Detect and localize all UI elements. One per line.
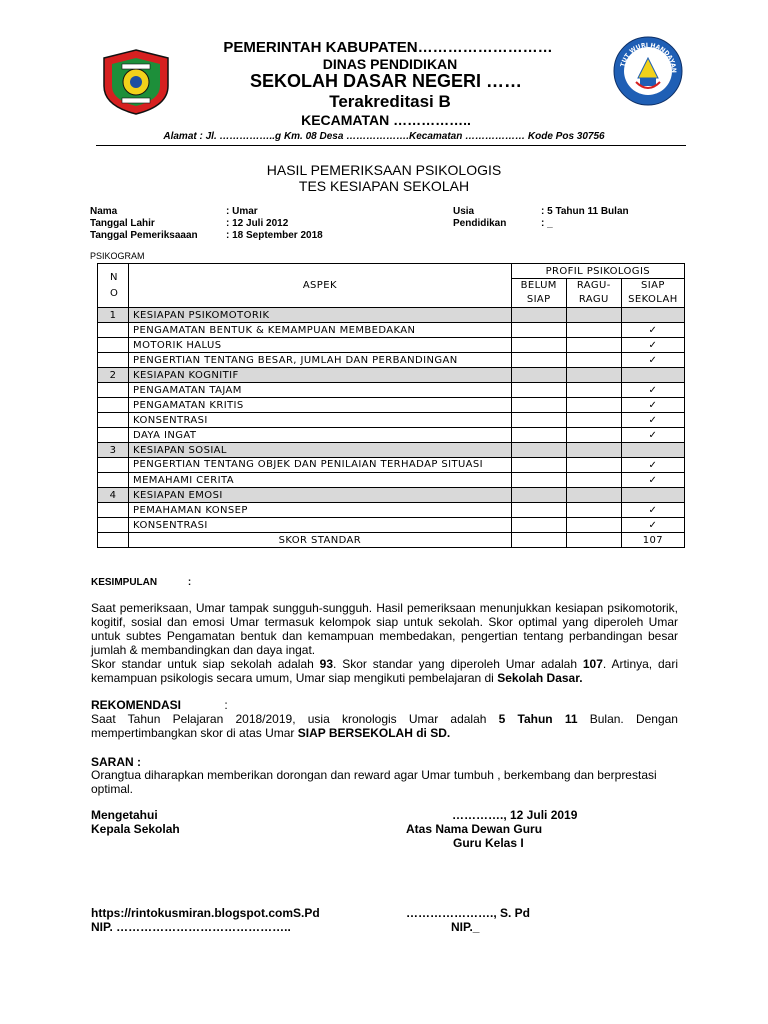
rekomendasi-text-4: SIAP BERSEKOLAH di SD.	[297, 726, 451, 740]
header-line-2: DINAS PENDIDIKAN	[322, 56, 458, 72]
aspect-name: PEMAHAMAN KONSEP	[129, 503, 512, 518]
page-title-line-1: HASIL PEMERIKSAAN PSIKOLOGIS	[266, 162, 502, 178]
kepsek-label: Kepala Sekolah	[91, 822, 180, 836]
header-line-1: PEMERINTAH KABUPATEN………………………	[223, 39, 553, 56]
belum-siap-cell	[511, 443, 566, 458]
siap-sekolah-check: ✓	[621, 503, 684, 518]
kepsek-nip: NIP. ……………………………………..	[91, 920, 291, 934]
ragu-ragu-cell	[566, 368, 621, 383]
siap-sekolah-check: ✓	[621, 398, 684, 413]
svg-text:TUT WURI HANDAYANI: TUT WURI HANDAYAN	[619, 41, 678, 74]
belum-siap-cell	[511, 503, 566, 518]
belum-siap-cell	[511, 383, 566, 398]
ragu-ragu-cell	[566, 413, 621, 428]
usia-label: Usia	[453, 206, 475, 217]
tanggal-periksa-value: : 18 September 2018	[226, 230, 323, 241]
skor-siap-value: 93	[319, 657, 334, 671]
header-line-4: Terakreditasi B	[329, 92, 451, 111]
header-line-5: KECAMATAN ……………..	[301, 112, 471, 128]
belum-siap-cell	[511, 533, 566, 548]
no-cell	[98, 473, 129, 488]
aspect-row	[98, 353, 685, 368]
saran-paragraph: Orangtua diharapkan memberikan dorongan dan reward agar Umar tumbuh , berkembang dan berprestasi optimal.	[91, 768, 657, 796]
belum-siap-cell	[511, 413, 566, 428]
skor-umar-value: 107	[582, 657, 603, 671]
group-name: KESIAPAN EMOSI	[129, 488, 512, 503]
no-cell	[98, 413, 129, 428]
skor-standar-label: SKOR STANDAR	[129, 533, 512, 548]
ragu-ragu-cell	[566, 338, 621, 353]
usia-value: : 5 Tahun 11 Bulan	[541, 206, 629, 217]
header-address: Alamat : Jl. ……………..g Km. 08 Desa ……………….Kecamatan ……………… Kode Pos 30756	[163, 131, 605, 142]
rekomendasi-usia: 5 Tahun 11	[498, 712, 578, 726]
nama-label: Nama	[90, 206, 118, 217]
aspect-row	[98, 383, 685, 398]
belum-siap-cell	[511, 323, 566, 338]
no-cell	[98, 353, 129, 368]
aspect-row	[98, 338, 685, 353]
siap-sekolah-check: ✓	[621, 338, 684, 353]
col-no-header: N O	[98, 264, 129, 308]
mengetahui-label: Mengetahui	[91, 808, 158, 822]
atas-nama-label: Atas Nama Dewan Guru	[406, 822, 543, 836]
kesimpulan-text-2a: Skor standar untuk siap sekolah adalah	[91, 657, 320, 671]
group-name: KESIAPAN PSIKOMOTORIK	[129, 308, 512, 323]
siap-sekolah-check: ✓	[621, 428, 684, 443]
group-row	[98, 443, 685, 458]
tanggal-lahir-label: Tanggal Lahir	[90, 218, 155, 229]
rekomendasi-paragraph	[91, 712, 678, 740]
ragu-ragu-cell	[566, 458, 621, 473]
ragu-ragu-cell	[566, 533, 621, 548]
siap-sekolah-cell	[621, 368, 684, 383]
aspect-row	[98, 518, 685, 533]
signature-date: …………., 12 Juli 2019	[452, 808, 578, 822]
ragu-ragu-cell	[566, 383, 621, 398]
tanggal-lahir-value: : 12 Juli 2012	[226, 218, 289, 229]
no-cell	[98, 458, 129, 473]
siap-sekolah-cell	[621, 488, 684, 503]
belum-siap-cell	[511, 338, 566, 353]
tanggal-periksa-label: Tanggal Pemeriksaaan	[90, 230, 198, 241]
aspect-name: MEMAHAMI CERITA	[129, 473, 512, 488]
guru-name: …………………., S. Pd	[406, 906, 531, 920]
belum-siap-cell	[511, 473, 566, 488]
belum-siap-cell	[511, 308, 566, 323]
ragu-ragu-cell	[566, 323, 621, 338]
page-title-line-2: TES KESIAPAN SEKOLAH	[298, 178, 470, 194]
belum-siap-cell	[511, 353, 566, 368]
siap-sekolah-check: ✓	[621, 413, 684, 428]
rekomendasi-colon: :	[224, 698, 228, 712]
ragu-ragu-cell	[566, 353, 621, 368]
kesimpulan-text-2c: . Skor standar yang diperoleh Umar adalah	[333, 657, 583, 671]
col-ragu-header: RAGU-RAGU	[566, 279, 621, 308]
psikogram-body	[98, 308, 685, 548]
group-no: 1	[98, 308, 129, 323]
kesimpulan-text-2f: Sekolah Dasar.	[497, 671, 583, 685]
siap-sekolah-check: ✓	[621, 518, 684, 533]
group-row	[98, 488, 685, 503]
group-no: 2	[98, 368, 129, 383]
no-cell	[98, 428, 129, 443]
col-siap-header: SIAP SEKOLAH	[621, 279, 684, 308]
no-cell	[98, 503, 129, 518]
no-cell	[98, 338, 129, 353]
aspect-name: MOTORIK HALUS	[129, 338, 512, 353]
no-cell	[98, 383, 129, 398]
ragu-ragu-cell	[566, 518, 621, 533]
aspect-row	[98, 473, 685, 488]
aspect-row	[98, 503, 685, 518]
aspect-row	[98, 323, 685, 338]
aspect-row	[98, 458, 685, 473]
no-cell	[98, 518, 129, 533]
kepsek-name: https://rintokusmiran.blogspot.comS.Pd	[91, 906, 320, 920]
group-row	[98, 368, 685, 383]
siap-sekolah-check: ✓	[621, 458, 684, 473]
group-name: KESIAPAN KOGNITIF	[129, 368, 512, 383]
aspect-name: PENGAMATAN BENTUK & KEMAMPUAN MEMBEDAKAN	[129, 323, 512, 338]
psikogram-table	[97, 263, 685, 548]
header-rule	[96, 145, 686, 146]
belum-siap-cell	[511, 368, 566, 383]
kesimpulan-colon: :	[187, 577, 192, 588]
aspect-row	[98, 428, 685, 443]
guru-kelas-label: Guru Kelas I	[453, 836, 524, 850]
siap-sekolah-cell	[621, 443, 684, 458]
kesimpulan-label	[91, 577, 191, 588]
skor-row	[98, 533, 685, 548]
aspect-name: DAYA INGAT	[129, 428, 512, 443]
skor-standar-value: 107	[621, 533, 684, 548]
aspect-name: PENGAMATAN TAJAM	[129, 383, 512, 398]
pendidikan-label: Pendidikan	[453, 218, 507, 229]
rekomendasi-text-1: Saat Tahun Pelajaran 2018/2019, usia kronologis Umar adalah	[91, 712, 499, 726]
no-cell	[98, 533, 129, 548]
group-name: KESIAPAN SOSIAL	[129, 443, 512, 458]
ragu-ragu-cell	[566, 488, 621, 503]
belum-siap-cell	[511, 518, 566, 533]
nama-value: : Umar	[226, 206, 258, 217]
kesimpulan-text-1: Saat pemeriksaan, Umar tampak sungguh-sungguh. Hasil pemeriksaan menunjukkan kesiapan psikomotorik, kogitif, sosial dan emosi Umar termasuk kelompok siap untuk sekolah. Skor optimal yang diperoleh Umar untuk subtes Pengamatan bentuk dan kemampuan membedakan, pengertian tentang perbandingan besar jumlah & membandingkan dan daya ingat.	[91, 601, 678, 657]
siap-sekolah-check: ✓	[621, 473, 684, 488]
siap-sekolah-cell	[621, 308, 684, 323]
ragu-ragu-cell	[566, 503, 621, 518]
ragu-ragu-cell	[566, 473, 621, 488]
saran-label: SARAN :	[91, 755, 141, 769]
siap-sekolah-check: ✓	[621, 323, 684, 338]
col-aspek-header: ASPEK	[129, 264, 512, 308]
col-belum-header: BELUM SIAP	[511, 279, 566, 308]
aspect-name: PENGERTIAN TENTANG OBJEK DAN PENILAIAN TERHADAP SITUASI	[129, 458, 512, 473]
aspect-name: KONSENTRASI	[129, 518, 512, 533]
group-no: 4	[98, 488, 129, 503]
ragu-ragu-cell	[566, 428, 621, 443]
belum-siap-cell	[511, 398, 566, 413]
aspect-name: PENGERTIAN TENTANG BESAR, JUMLAH DAN PERBANDINGAN	[129, 353, 512, 368]
rekomendasi-label	[91, 698, 228, 712]
pendidikan-value: : _	[541, 218, 553, 229]
guru-nip: NIP._	[451, 920, 480, 934]
kesimpulan-text-2e: . Artinya, dari kemampuan psikologis secara umum, Umar siap mengikuti pembelajaran di	[91, 657, 678, 685]
ragu-ragu-cell	[566, 308, 621, 323]
no-cell	[98, 398, 129, 413]
rekomendasi-label-text: REKOMENDASI	[91, 698, 182, 712]
siap-sekolah-check: ✓	[621, 353, 684, 368]
no-cell	[98, 323, 129, 338]
rekomendasi-text-3: Bulan. Dengan mempertimbangkan skor di atas Umar	[91, 712, 678, 740]
siap-sekolah-check: ✓	[621, 383, 684, 398]
aspect-row	[98, 398, 685, 413]
header-line-3: SEKOLAH DASAR NEGERI ……	[249, 71, 523, 91]
ragu-ragu-cell	[566, 398, 621, 413]
psikogram-label: PSIKOGRAM	[90, 251, 145, 261]
belum-siap-cell	[511, 488, 566, 503]
aspect-name: PENGAMATAN KRITIS	[129, 398, 512, 413]
kesimpulan-paragraph	[91, 601, 678, 685]
group-no: 3	[98, 443, 129, 458]
group-row	[98, 308, 685, 323]
belum-siap-cell	[511, 428, 566, 443]
ragu-ragu-cell	[566, 443, 621, 458]
kesimpulan-label-text: KESIMPULAN	[91, 577, 158, 588]
belum-siap-cell	[511, 458, 566, 473]
aspect-name: KONSENTRASI	[129, 413, 512, 428]
aspect-row	[98, 413, 685, 428]
col-profil-header: PROFIL PSIKOLOGIS	[511, 264, 684, 279]
